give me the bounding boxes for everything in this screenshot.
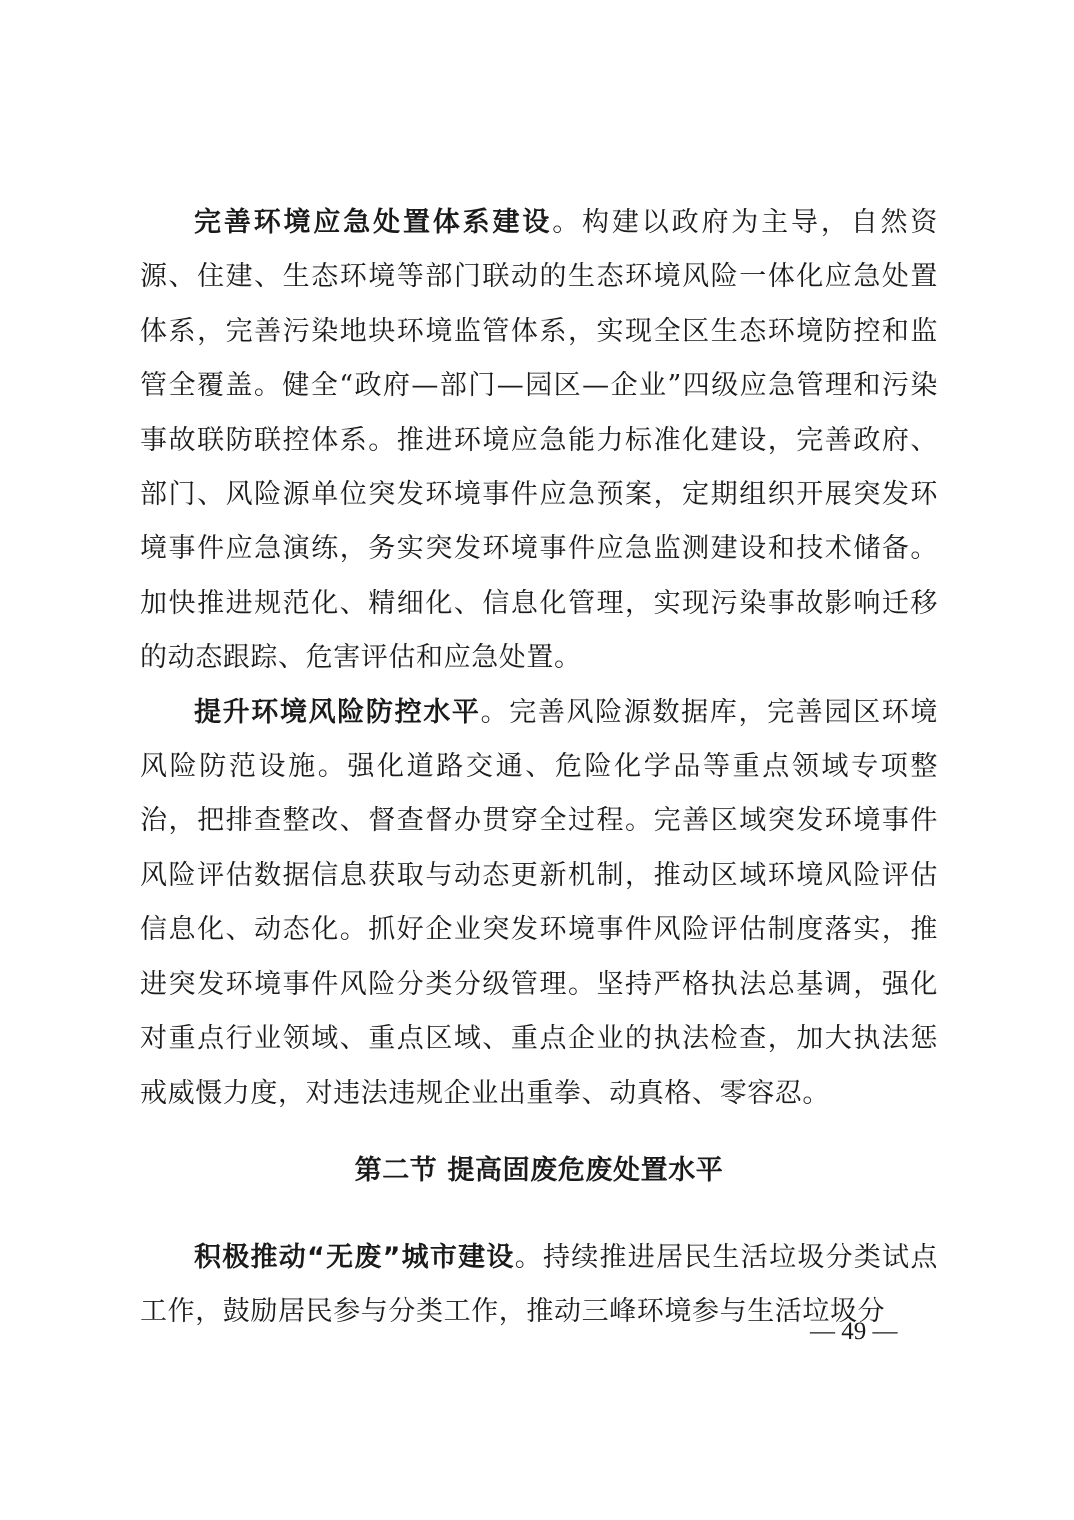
page-number: — 49 — (810, 1318, 898, 1345)
paragraph-text-emergency-system: 。构建以政府为主导，自然资源、住建、生态环境等部门联动的生态环境风险一体化应急处置体系，完善污染地块环境监管体系，实现全区生态环境防控和监管全覆盖。健全“政府—部门—园区—企业”四级应急管理和污染事故联防联控体系。推进环境应急能力标准化建设，完善政府、部门、风险源单位突发环境事件应急预案，定期组织开展突发环境事件应急演练，务实突发环境事件应急监测建设和技术储备。加快推进规范化、精细化、信息化管理，实现污染事故影响迁移的动态跟踪、危害评估和应急处置。 (140, 207, 938, 674)
paragraph-lead-risk-prevention: 提升环境风险防控水平 (194, 696, 481, 728)
paragraph-emergency-system (140, 196, 938, 686)
section-heading: 第二节 提高固废危废处置水平 (354, 1154, 724, 1186)
paragraph-lead-emergency-system: 完善环境应急处置体系建设 (194, 207, 553, 238)
document-body (140, 196, 938, 1340)
paragraph-text-risk-prevention: 。完善风险源数据库，完善园区环境风险防范设施。强化道路交通、危险化学品等重点领域专项整治，把排查整改、督查督办贯穿全过程。完善区域突发环境事件风险评估数据信息获取与动态更新机制，推动区域环境风险评估信息化、动态化。抓好企业突发环境事件风险评估制度落实，推进突发环境事件风险分类分级管理。坚持严格执法总基调，强化对重点行业领域、重点区域、重点企业的执法检查，加大执法惩戒威慑力度，对违法违规企业出重拳、动真格、零容忍。 (140, 696, 938, 1109)
paragraph-lead-zero-waste-city: 积极推动“无废”城市建设 (194, 1241, 515, 1273)
paragraph-text-zero-waste-city: 。持续推进居民生活垃圾分类试点工作，鼓励居民参与分类工作，推动三峰环境参与生活垃圾分 (140, 1241, 939, 1328)
paragraph-risk-prevention (140, 686, 938, 1121)
